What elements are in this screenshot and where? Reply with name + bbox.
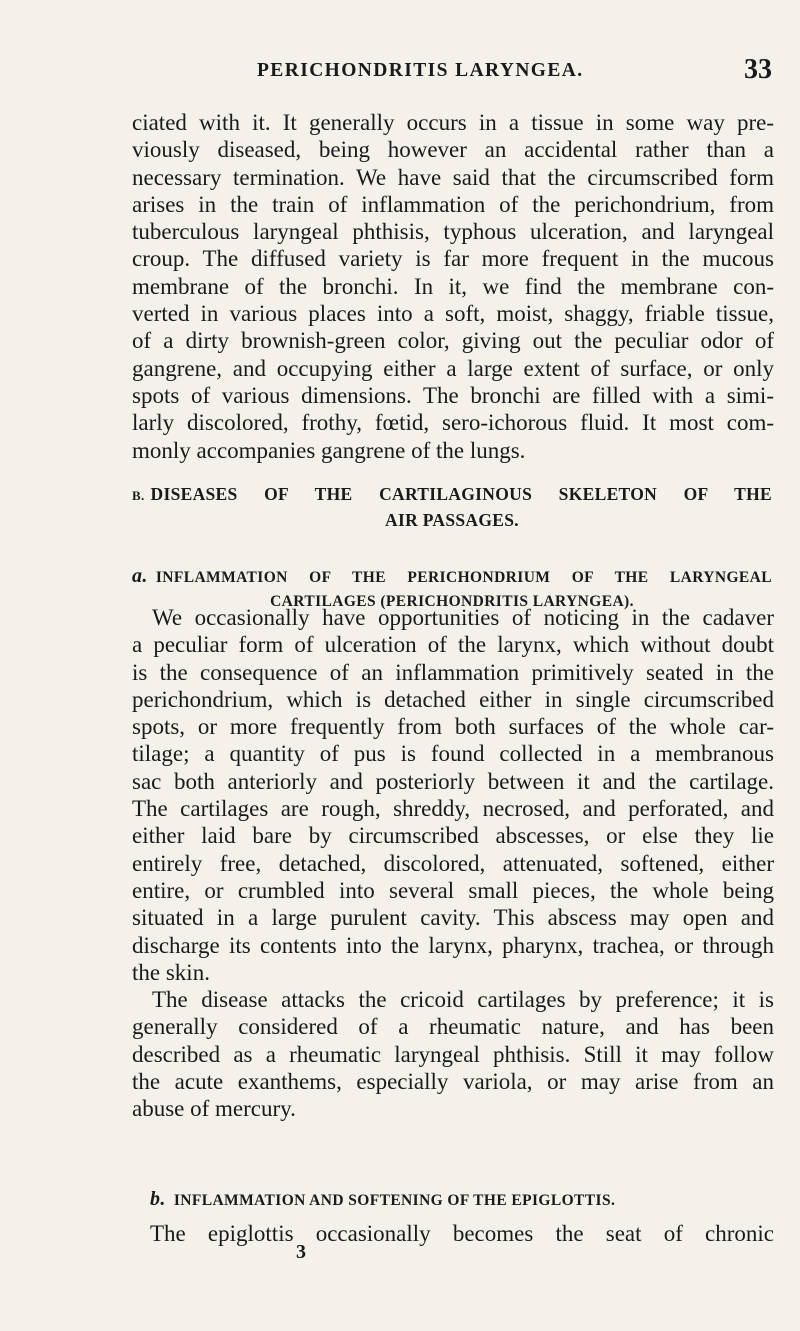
text-line: tilage; a quantity of pus is found collected in a membranous [132,741,774,767]
text-line: abuse of mercury. [132,1096,296,1122]
text-line: entirely free, detached, discolored, attenuated, softened, either [132,850,774,876]
section-heading-text: DISEASES OF THE CARTILAGINOUS SKELETON OF THE [150,484,772,504]
subsection-heading-line: CARTILAGES (PERICHONDRITIS LARYNGEA). [270,593,634,610]
subsection-heading-text: INFLAMMATION AND SOFTENING OF THE EPIGLOTTIS. [173,1192,616,1209]
text-line: necessary termination. We have said that the circumscribed form [132,164,774,190]
text-line: ciated with it. It generally occurs in a tissue in some way pre- [132,110,774,135]
text-line: We occasionally have opportunities of noticing in the cadaver [152,605,774,630]
text-line: croup. The diffused variety is far more frequent in the mucous [132,246,774,272]
text-line: verted in various places into a soft, moist, shaggy, friable tissue, [132,301,774,327]
epiglottis-paragraph [150,1220,774,1247]
text-line: membrane of the bronchi. In it, we find the membrane con- [132,273,774,299]
text-line: either laid bare by circumscribed abscesses, or else they lie [132,823,774,849]
text-line: spots of various dimensions. The bronchi are filled with a simi- [132,382,774,408]
text-line: the acute exanthems, especially variola, or may arise from an [132,1069,774,1095]
section-heading-line: AIR PASSAGES. [385,510,519,530]
text-line: The disease attacks the cricoid cartilages by preference; it is [152,987,774,1013]
text-line: gangrene, and occupying either a large extent of surface, or only [132,355,774,381]
text-line: monly accompanies gangrene of the lungs. [132,437,526,463]
text-line: the skin. [132,959,210,985]
text-line: discharge its contents into the larynx, pharynx, trachea, or through [132,932,774,958]
text-line: perichondrium, which is detached either in single circumscribed [132,686,774,712]
subsection-heading-text: INFLAMMATION OF THE PERICHONDRIUM OF THE LARYNGEAL [155,569,772,586]
text-line: tuberculous laryngeal phthisis, typhous ulceration, and laryngeal [132,219,774,245]
perichondritis-paragraphs [132,604,774,1123]
section-heading-line [132,482,772,508]
text-line: larly discolored, frothy, fœtid, sero-ichorous fluid. It most com- [132,410,774,436]
text-line: entire, or crumbled into several small pieces, the whole being [132,877,774,903]
page-header [132,54,772,88]
text-line: is the consequence of an inflammation primitively seated in the [132,659,774,685]
text-line: spots, or more frequently from both surfaces of the whole car- [132,714,774,740]
text-line: The cartilages are rough, shreddy, necrosed, and perforated, and [132,796,774,822]
text-line: described as a rheumatic laryngeal phthisis. Still it may follow [132,1041,774,1067]
text-line: The epiglottis occasionally becomes the seat of chronic [150,1221,774,1246]
subsection-heading-b [150,1188,770,1211]
text-line: arises in the train of inflammation of the perichondrium, from [132,191,774,217]
page-number: 33 [744,54,772,85]
signature-mark: 3 [296,1241,306,1263]
intro-paragraph [132,109,774,464]
subsection-heading-line [132,564,772,590]
text-line: viously diseased, being however an accidental rather than a [132,137,774,163]
text-line: a peculiar form of ulceration of the larynx, which without doubt [132,632,774,658]
section-heading-b [132,482,772,532]
text-line: of a dirty brownish-green color, giving out the peculiar odor of [132,328,774,354]
text-line: generally considered of a rheumatic nature, and has been [132,1014,774,1040]
text-line: sac both anteriorly and posteriorly between it and the cartilage. [132,768,774,794]
running-head: PERICHONDRITIS LARYNGEA. [257,60,584,81]
section-marker: B. [132,488,145,503]
text-line: situated in a large purulent cavity. This abscess may open and [132,905,774,931]
subsection-marker: a. [132,565,148,587]
subsection-marker: b. [150,1188,166,1210]
